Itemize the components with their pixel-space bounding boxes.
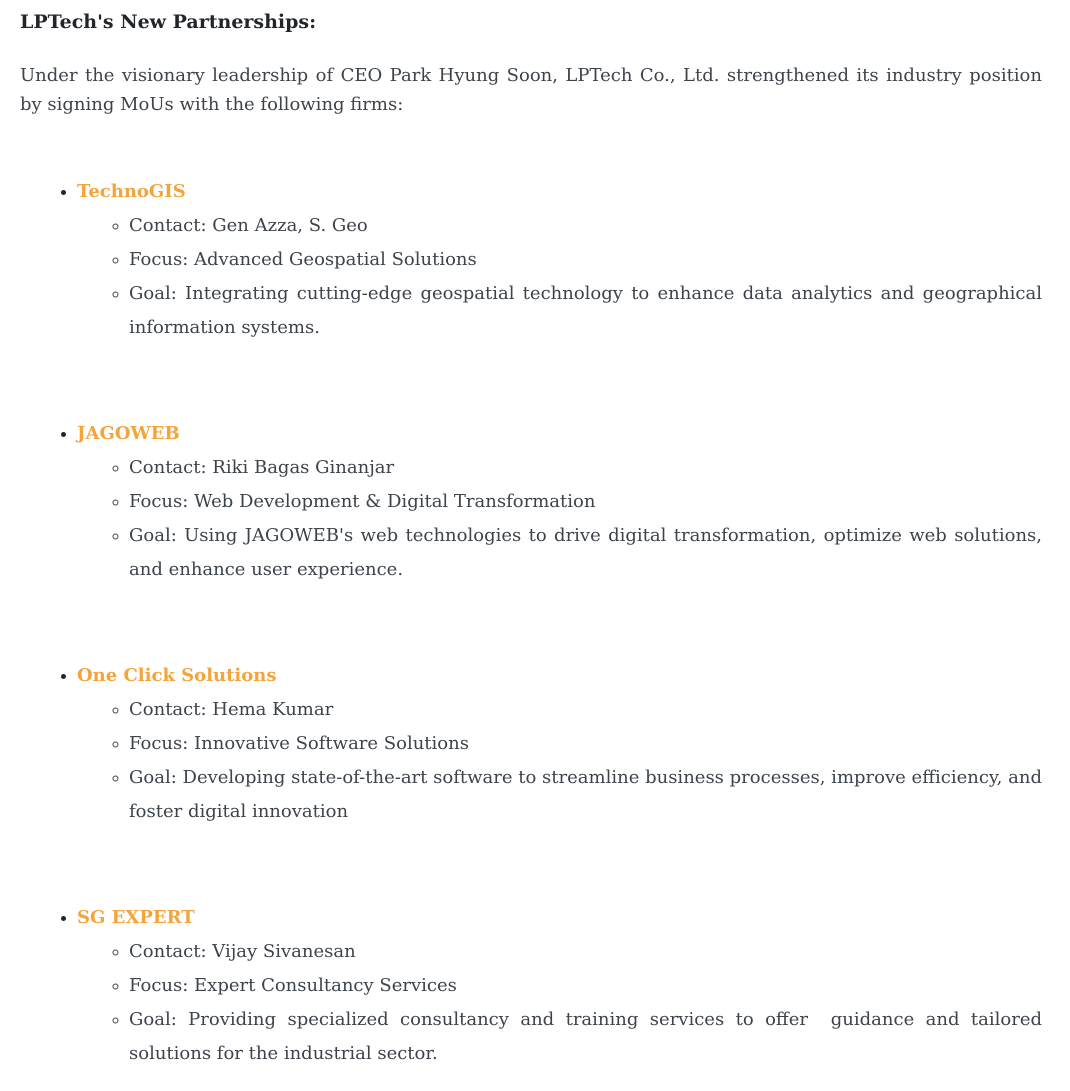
- partner-item-one-click-solutions: [77, 659, 1042, 829]
- document-title: LPTech's New Partnerships:: [20, 11, 317, 33]
- partner-details-list: [77, 693, 1042, 829]
- partner-focus: ◦ Focus: Innovative Software Solutions: [129, 727, 1042, 761]
- partner-item-technogis: [77, 175, 1042, 345]
- partner-contact: ◦ Contact: Hema Kumar: [129, 693, 1042, 727]
- partner-item-jagoweb: [77, 417, 1042, 587]
- partners-list: [20, 175, 1042, 1071]
- partner-name: SG EXPERT: [77, 907, 195, 928]
- intro-paragraph: Under the visionary leadership of CEO Park Hyung Soon, LPTech Co., Ltd. strengthened its industry position by signing MoUs with the following firms:: [20, 65, 1042, 115]
- partner-name: One Click Solutions: [77, 665, 277, 686]
- partner-goal: ◦ Goal: Integrating cutting-edge geospatial technology to enhance data analytics and geographical information systems.: [129, 277, 1042, 345]
- partner-goal: ◦ Goal: Developing state-of-the-art software to streamline business processes, improve efficiency, and foster digital innovation: [129, 761, 1042, 829]
- partner-focus: ◦ Focus: Advanced Geospatial Solutions: [129, 243, 1042, 277]
- partner-goal: ◦ Goal: Using JAGOWEB's web technologies to drive digital transformation, optimize web solutions, and enhance user experience.: [129, 519, 1042, 587]
- partner-contact: ◦ Contact: Riki Bagas Ginanjar: [129, 451, 1042, 485]
- partner-item-sg-expert: [77, 901, 1042, 1071]
- partner-name: JAGOWEB: [77, 423, 180, 444]
- partner-focus: ◦ Focus: Web Development & Digital Transformation: [129, 485, 1042, 519]
- partner-details-list: [77, 451, 1042, 587]
- partner-focus: ◦ Focus: Expert Consultancy Services: [129, 969, 1042, 1003]
- partner-contact: ◦ Contact: Vijay Sivanesan: [129, 935, 1042, 969]
- partner-details-list: [77, 935, 1042, 1071]
- partner-goal: ◦ Goal: Providing specialized consultancy and training services to offer guidance and tailored solutions for the industrial sector.: [129, 1003, 1042, 1071]
- partner-contact: ◦ Contact: Gen Azza, S. Geo: [129, 209, 1042, 243]
- partner-details-list: [77, 209, 1042, 345]
- partner-name: TechnoGIS: [77, 181, 186, 202]
